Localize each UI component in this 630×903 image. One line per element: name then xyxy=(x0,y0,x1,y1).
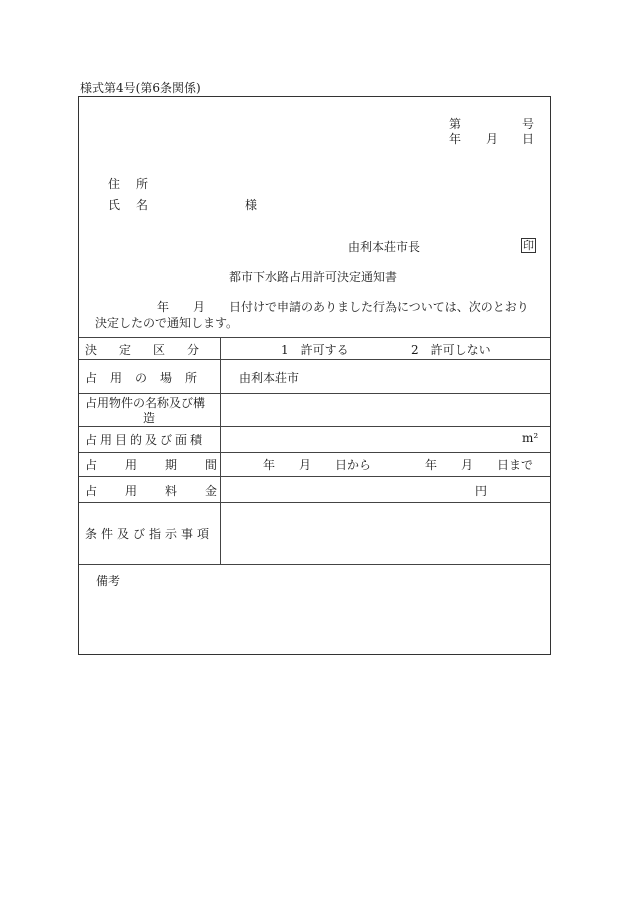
name-label: 氏 名 xyxy=(108,198,151,212)
date-month: 月 xyxy=(486,132,499,146)
row-rule xyxy=(79,452,550,453)
period-to: 年 月 日まで xyxy=(425,458,534,472)
fee-label xyxy=(79,482,246,499)
column-divider xyxy=(220,337,221,564)
date-day: 日 xyxy=(522,132,535,146)
fee-unit: 円 xyxy=(475,484,488,498)
decision-option-permit: 1 許可する xyxy=(281,343,349,357)
area-unit: m² xyxy=(522,431,539,445)
number-prefix: 第 xyxy=(449,117,462,131)
seal-mark xyxy=(521,238,536,253)
seal-text: 印 xyxy=(523,239,534,252)
address-label: 住 所 xyxy=(108,177,151,191)
row-rule xyxy=(79,564,550,565)
row-rule xyxy=(79,476,550,477)
period-from: 年 月 日から xyxy=(263,458,372,472)
body-line-1: 年 月 日付けで申請のありました行為については、次のとおり xyxy=(157,300,529,314)
location-label-text: 占用の場所 xyxy=(85,371,211,385)
honorific: 様 xyxy=(245,198,258,212)
remarks-label: 備考 xyxy=(96,574,121,588)
row-rule xyxy=(79,359,550,360)
decision-option-deny: 2 許可しない xyxy=(411,343,491,357)
issuer-name: 由利本荘市長 xyxy=(348,240,421,254)
decision-label xyxy=(79,341,222,358)
document-title: 都市下水路占用許可決定通知書 xyxy=(229,270,398,284)
date-year: 年 xyxy=(449,132,462,146)
body-line-2: 決定したので通知します。 xyxy=(95,316,239,330)
location-label xyxy=(79,369,219,386)
location-value: 由利本荘市 xyxy=(239,371,300,385)
decision-label-text: 決定区分 xyxy=(85,343,222,357)
notice-form xyxy=(78,96,551,655)
row-rule xyxy=(79,502,550,503)
object-label-line2: 造 xyxy=(143,411,156,425)
conditions-label: 条件及び指示事項 xyxy=(85,527,214,541)
fee-label-text: 占用料金 xyxy=(85,484,246,498)
object-label-line1: 占用物件の名称及び構 xyxy=(85,396,206,410)
number-suffix: 号 xyxy=(522,117,535,131)
period-label xyxy=(79,456,246,473)
row-rule xyxy=(79,426,550,427)
period-label-text: 占用期間 xyxy=(85,458,246,472)
form-number-label: 様式第4号(第6条関係) xyxy=(80,81,201,95)
table-top-rule xyxy=(79,337,550,338)
purpose-label: 占用目的及び面積 xyxy=(85,433,206,447)
